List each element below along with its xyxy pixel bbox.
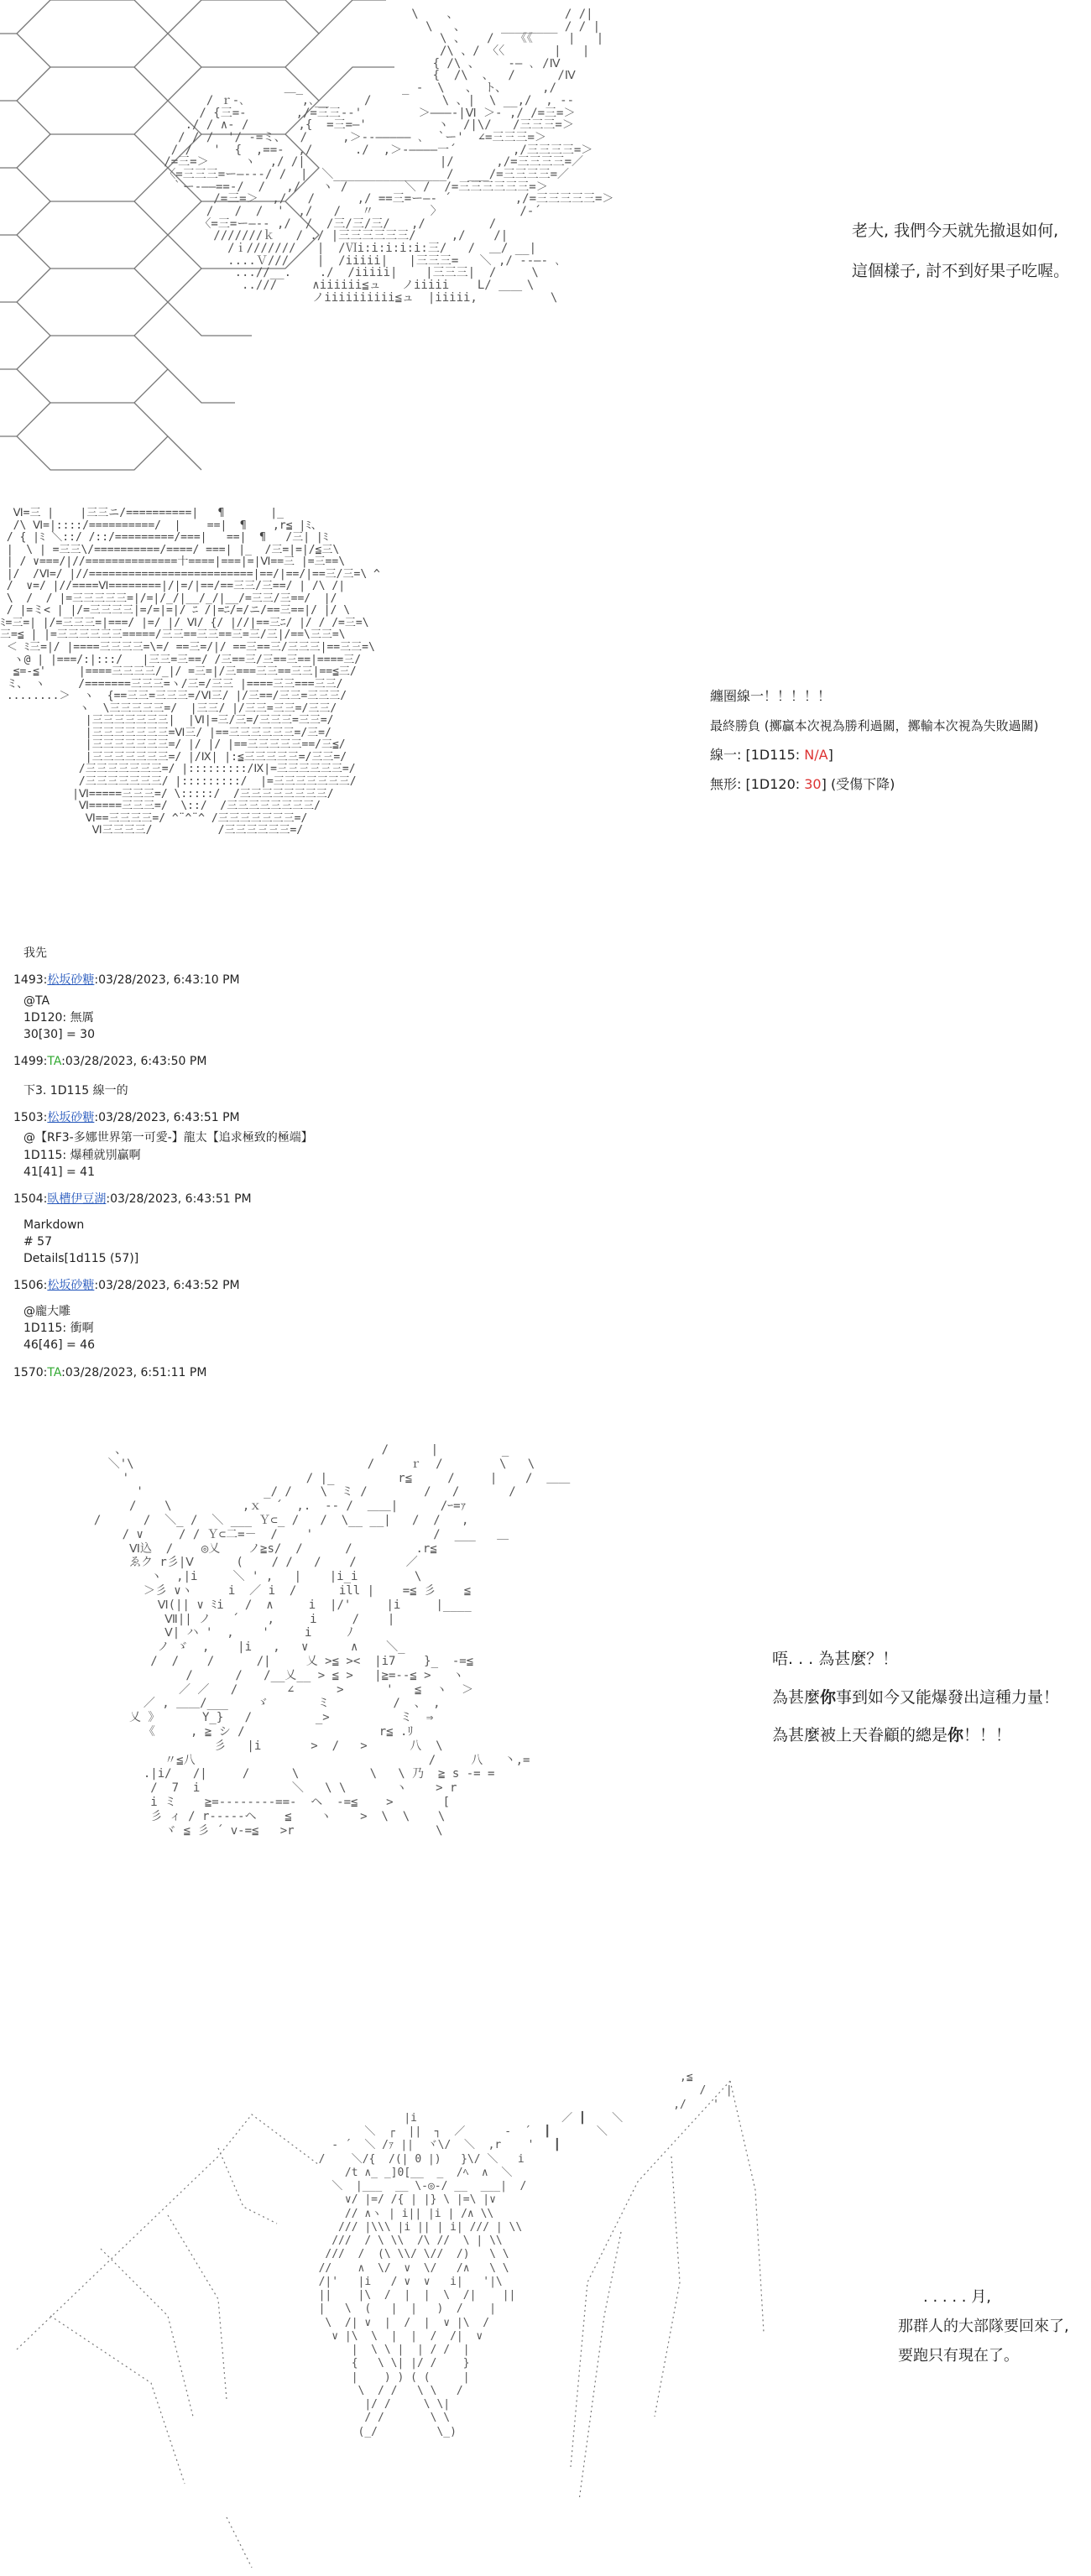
log-post-header <box>13 1277 601 1294</box>
post-line: @【RF3-多娜世界第一可愛-】龍太【追求極致的極端】 <box>23 1131 313 1145</box>
post-line: 1D120: 無厲 <box>23 1010 94 1025</box>
log-post <box>13 1191 601 1267</box>
stat-value: N/A <box>804 746 828 763</box>
stat-line-1 <box>710 744 1038 766</box>
post-number: 1504: <box>13 1192 48 1207</box>
post-line: 下3. 1D115 線一的 <box>23 1083 128 1098</box>
log-post-header <box>13 972 601 988</box>
caption-text: 為甚麼被上天眷顧的總是 <box>772 1726 948 1745</box>
author-link[interactable]: 松坂砂糖 <box>47 973 95 988</box>
stat-label: 線一: [1D115: <box>710 746 805 763</box>
caption-emphasis: 你 <box>947 1726 964 1745</box>
aa-figure-panel3: 、 / | _ ＼'\ / ｒ / \ \ ' / |_ r≦ / | / ＿＿ ' _/ / \ ミ / / / / / \ ,ｘ ´ ,. -‐ / ＿＿| /ｰ=ｧ / / ＼_ / ＼ ___ Ｙ⊂_ / / \__ __| / / , / ∨ / / Ｙ⊂二=－ / ' / ___ ＿ Ⅵ込 / ◎乂 ノ≧s/ / / .r≦ ゑク r彡|Ⅴ ( / / / / ／ ヽ ,|i ＼ ' , | |i_i \ ＞彡 ∨ヽ i ／ i / ill | =≦ 彡 ≦ Ⅵ(|| ∨ ﾐi / ∧ i |/' |i |____ Ⅶ|| ノ ´ , i / | Ⅴ| ハ ' , ' i ﾉ ノ ゞ , |i , ∨ ∧ ＼_ / / / /| 乂 >≦ >< |i7 }_ -=≦ / / /__乂__ > ≦ > |≧=--≦ > ヽ ／ ／ / ∠ > ' ≦ ヽ ＞ ／ , ＿＿/___ ゞ ミ / 、 , 乂 》 Y_} / _> ミ ⇒ 《 , ≧ シ / r≦ .ﾘ 彡 |i > / > 八 \ 〃≦八 / 八 丶,= .|i/ /| / \ \ \ 乃 ≧ s -= = / 7 i ＼ \ \ ヽ > r i ミ ≧=--------==- ヘ -=≦ > [ 彡 ィ / r-----ヘ ≦ ヽ > \ \ \ ヾ ≦ 彡 ´ v-=≦ >r \ <box>93 1443 571 1838</box>
log-post-header <box>13 1109 601 1126</box>
post-time: :03/28/2023, 6:43:51 PM <box>94 1111 240 1125</box>
caption-panel1 <box>852 216 1069 297</box>
stat-line-2 <box>710 774 1038 795</box>
post-time: :03/28/2023, 6:51:11 PM <box>61 1365 207 1379</box>
caption-text: 事到如今又能爆發出這種力量！ <box>836 1687 1060 1707</box>
post-line: # 57 <box>23 1234 52 1249</box>
log-post <box>13 1277 601 1353</box>
post-line: Details[1d115 (57)] <box>23 1252 139 1266</box>
log-intro: 我先 <box>23 946 47 960</box>
log-post-body <box>13 1129 601 1181</box>
post-line: 1D115: 衝啊 <box>23 1322 94 1336</box>
log-post-body <box>13 1217 601 1268</box>
stat-suffix: ] <box>827 746 833 763</box>
post-number: 1506: <box>13 1279 48 1293</box>
caption-panel4 <box>898 2282 1069 2370</box>
post-line: @TA <box>23 993 50 1008</box>
stat-value: 30 <box>804 776 822 793</box>
post-line: 41[41] = 41 <box>23 1165 95 1179</box>
aa-figure-panel4: ,≦ / | ,/ ' |i ／ ┃ ＼ ＼ ┌ || ┐ ／ ‐ ´ ┃ ＼ ‐ ´ ＼ /ｧ || ヾ\/ ＼ ,r ' ┃ / ＼/{ /(| 0 |) }\/ ＼ i /t ∧_ _]0[__ _ /ﾍ ∧ ＼ ＼ |___ __ \-◎-/ __ ___| / ∨/ |=/ /{ | |} \ |=\ |∨ // ∧ヽ | i|| |i | /∧ \\ /// |\\\ |i || | i| /// | \\ /// / \ \\ /\ // \ | \\ /// / (\ \\/ \// /) \ \ // ∧ \/ ∨ \/ /∧ \ \ /|' |i / ∨ ∨ i| '|\ || |\ / | | \ /| || | \ ( | | ) / | \ /| ∨ | / | ∨ |\ / ∨ |\ \ | | / /| ∨ | \ \ | | / / | { \ \| |/ / } | ) ) ( ( | \ / / \ \ / |/ / \ \| / / \ \ (_/ \_) <box>318 2071 733 2438</box>
log-post-header <box>13 1053 601 1070</box>
stat-title: 纏圈線一！！！！！ <box>710 688 832 704</box>
post-number: 1570: <box>13 1365 48 1379</box>
post-time: :03/28/2023, 6:43:52 PM <box>94 1279 240 1293</box>
aa-figure-panel2: Ⅵ=三 | |三三ニ/==========| ¶ |_ /\ Ⅵ=|::::/==========/ | ==| ¶ ,r≦ |ﾐ、 / { |ﾐ ＼::/ /::/=========/===| ==| ¶ /三| |ﾐ | \ | =三三\/==========/====/ ===| |_ /三=|=|/≦三\ | / ∨===/|//==============十====|===|=|Ⅵ==三 |=三==\ |/ /Ⅵ=/ |//=========================|==/|==/|==三/三=\ ^ / ∨=/ |//====Ⅵ========|/|=/|==/==三三/三==/ | /\ /| \ / / |=三三三三三=|/=|/_/|__/_/|__/=三三/三==/ |/ / |=ミ< | |/=三三三三|=/=|=|/ ﾆ /|=ﾆ/=/ニ/==三==|/ |/ \ ﾐ=三=| |/=三三三=|===/ |=/ |/ Ⅵ/ {/ |//|==三ﾆ/ |/ / /=三=\ 三=≦ | |=三三三三三三=====/三三==三三==三=三/三|/==\三三=\ ＜ ﾐ三=|/ |====三三三三=\=/ ==三=/|/ ==三==三/三三三|==三三=\ ヽ@ | |===/:|:::/ |三三=三==/ /三==三/三==三==|====三/ ≦=-≦' |====三三三三/_|/ =三=|/三===三三==三三|==≦三/ ミ、 ヽ /=======三三三=ヽ/三=/三三 |====三三===三三/ ........＞ ヽ {==三三=三三三=/Ⅵ三/ |/三==/三三=三三三/ ヽ \三三三三三=/ |三三/ |/三三=三三=/三三/ |三三三三三三三| |Ⅵ|=三/三=/三三三=三三=/ |三三三三三三三=Ⅵ三/ |==三三三三三三=/三=/ |三三三三三三三=/ |/ |/ |==三三三三三==/三≦/ |三三三三三三三=/ |/Ⅸ| |:≦三三三三三=/三三=/ /三三三三三三三=/ |:::::::::/Ⅸ|=三三三三三三=/ /三三三三三三三/ |:::::::::/ |=三三三三三三三/ |Ⅵ=====三三三=/ \:::::/ /三三三三三三三三/ Ⅵ=====三三三=/ \::/ /三三三三三三三三/ Ⅵ==三三三三=/ ^¨^¨^ /三三三三三三三=/ Ⅵ三三三三/ /三三三三三三=/ <box>0 507 380 837</box>
post-line: Markdown <box>23 1218 85 1232</box>
caption-line: 這個樣子, 討不到好果子吃喔。 <box>852 262 1070 281</box>
author-link[interactable]: TA <box>47 1055 62 1069</box>
caption-line <box>772 1717 1059 1755</box>
stat-block <box>710 686 1038 807</box>
author-link[interactable]: 臥槽伊豆湖 <box>47 1192 107 1207</box>
post-number: 1503: <box>13 1111 48 1125</box>
log-post-body <box>13 1303 601 1354</box>
post-time: :03/28/2023, 6:43:50 PM <box>61 1055 207 1069</box>
caption-line: 那群人的大部隊要回來了, <box>898 2318 1069 2336</box>
caption-text: ！！！ <box>963 1726 1012 1745</box>
dice-log <box>13 945 601 1381</box>
stat-suffix: ] (受傷下降) <box>821 776 895 793</box>
post-number: 1493: <box>13 973 48 988</box>
caption-line: . . . . . 月, <box>923 2288 991 2306</box>
post-number: 1499: <box>13 1055 48 1069</box>
author-link[interactable]: 松坂砂糖 <box>47 1111 95 1125</box>
post-line: 46[46] = 46 <box>23 1338 95 1353</box>
post-line: 1D115: 爆種就別贏啊 <box>23 1148 141 1162</box>
caption-line: 老大, 我們今天就先撤退如何, <box>852 222 1059 240</box>
post-line: 30[30] = 30 <box>23 1028 95 1042</box>
author-link[interactable]: TA <box>47 1365 62 1379</box>
stat-result: 最終勝負 (擲贏本次視為勝利過關，擲輸本次視為失敗過關) <box>710 717 1039 733</box>
post-line: @龐大雕 <box>23 1304 70 1318</box>
log-post-body <box>13 993 601 1044</box>
log-post <box>13 1053 601 1099</box>
caption-line: 唔. . . 為甚麼？！ <box>772 1650 899 1668</box>
caption-text: 為甚麼 <box>772 1687 821 1707</box>
caption-line <box>772 1679 1059 1718</box>
post-time: :03/28/2023, 6:43:51 PM <box>106 1192 252 1207</box>
log-post-header <box>13 1364 601 1381</box>
aa-figure-panel1: \ 、 / /| \ 、 ________ / / | \ 、 / 《《 | | /\ 、/ 〈〈 | | { /\ 、 ‐― ､ /Ⅳ { /\ 、 / /Ⅳ ＿_ _ ‐ \ 、 ト、 ,/ / ｒ‐､ ,､__ / \ 、| \ __,/ , -‐ / {三=- ,/=三三-‐' ＞―――‐|Ⅵ ＞- ,/ /=三=＞ ./ / ∧‐ / ,{ =三=―' ヽ /|\/ /三三三=＞ / / / '/ ‐=ミ、 / ,＞‐-――――― ､ `ー' ∠=三三三=＞ / / ' { ,==- ,/ ./ ,＞-――――一´ ,/三三三三=＞ /=三=＞ ヽ ,/ /| |/ ,/=三三三三=／ 〈=三三三=ー―‐-‐/ / | ＼________________/ ___/=三三三三=／ ｀ー-――==‐/ / ,/ ヽ / ＼ / /=三三三三三三=＞ /=三=＞ ,/ / ,/ ==三=ー―‐ ´ ,/=三三三三三=＞ / / / ' ,/ / 〃 〉 /‐´ 〈=三=ー―-- ,/ / /三/三/三/ ,/ / ///////ｋ / ./ |三三三三三三/ ,/ /| /ｉ/////// | /Ⅵi:i:i:i:i:三/ / ＿/ __| ....Ｖ/// | /iiiii| |三三三= ＼ ,/ ‐-―‐ ､ ...//__. ./ /iiiii| |三三三| / \ ../// ∧iiiiii≦ュ ノiiiii L/ \ ノiiiiiiiiii≦ュ |iiiii, ￣￣ \ <box>164 8 614 305</box>
stat-label: 無形: [1D120: <box>710 776 805 793</box>
log-post <box>13 972 601 1043</box>
caption-emphasis: 你 <box>820 1687 837 1707</box>
author-link[interactable]: 松坂砂糖 <box>47 1279 95 1293</box>
log-post-body <box>13 1082 601 1099</box>
log-post-header <box>13 1191 601 1207</box>
log-post <box>13 1109 601 1181</box>
log-post <box>13 1364 601 1381</box>
post-time: :03/28/2023, 6:43:10 PM <box>94 973 240 988</box>
caption-panel3 <box>772 1640 1059 1755</box>
caption-line: 要跑只有現在了。 <box>898 2347 1019 2365</box>
